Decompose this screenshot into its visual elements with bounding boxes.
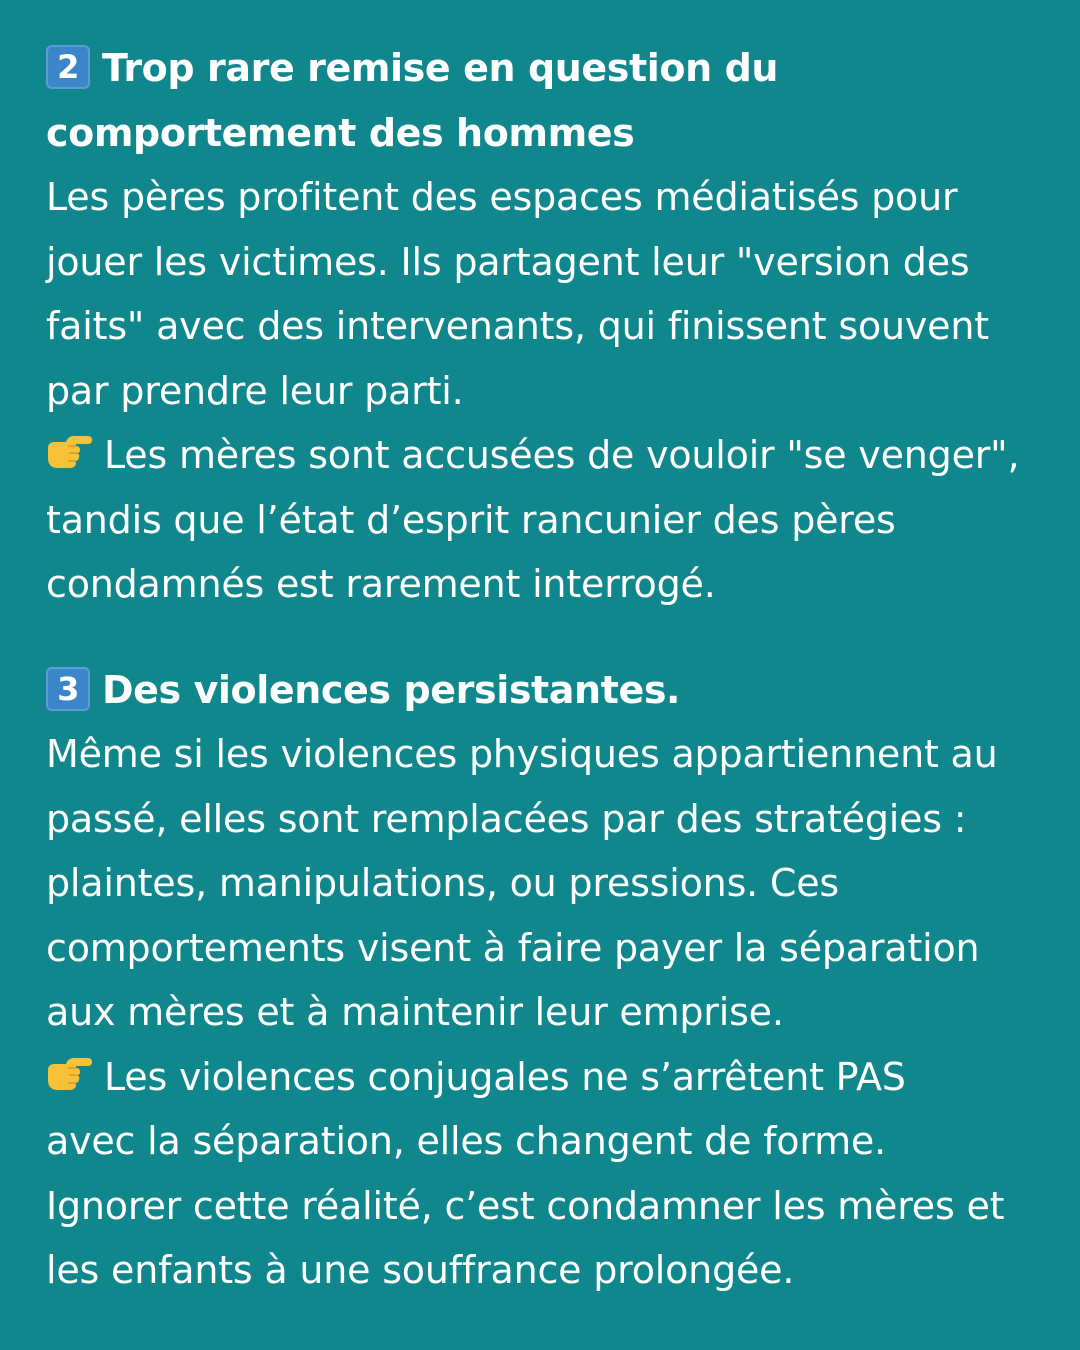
section-3: [46, 658, 1050, 1303]
section-3-pointer-line: [46, 1045, 1050, 1110]
backhand-pointing-right-icon: [46, 432, 92, 472]
section-2-body-line: faits" avec des intervenants, qui finissent souvent: [46, 304, 989, 348]
section-3-pointer-text: Les violences conjugales ne s’arrêtent PAS: [104, 1054, 906, 1099]
section-2-title-line-2: comportement des hommes: [46, 110, 635, 155]
keycap-2-icon: 2: [46, 45, 90, 89]
section-3-body-line: comportements visent à faire payer la séparation: [46, 925, 980, 970]
section-2-pointer-text: Les mères sont accusées de vouloir "se venger",: [104, 433, 1020, 477]
section-2-body-line: jouer les victimes. Ils partagent leur "version des: [46, 239, 970, 284]
section-3-body-line: Même si les violences physiques appartiennent au: [46, 732, 998, 776]
section-2-body-line: par prendre leur parti.: [46, 368, 464, 413]
section-3-body-line: passé, elles sont remplacées par des stratégies :: [46, 796, 967, 841]
keycap-3-icon: 3: [46, 667, 90, 711]
section-3-heading: [46, 658, 1050, 723]
section-2-pointer-line: condamnés est rarement interrogé.: [46, 562, 716, 606]
section-3-pointer-line: les enfants à une souffrance prolongée.: [46, 1248, 795, 1292]
section-2-body-line: Les pères profitent des espaces médiatisés pour: [46, 175, 958, 219]
section-2-pointer-line: tandis que l’état d’esprit rancunier des pères: [46, 497, 896, 542]
section-2-pointer-line: [46, 423, 1050, 488]
section-3-title: Des violences persistantes.: [102, 667, 681, 712]
section-2-title-line-1: Trop rare remise en question du: [102, 46, 779, 90]
section-3-pointer-line: avec la séparation, elles changent de forme.: [46, 1119, 886, 1163]
section-divider: [46, 617, 1050, 658]
section-3-body-line: plaintes, manipulations, ou pressions. Ces: [46, 861, 840, 905]
section-2-heading: [46, 36, 1050, 101]
backhand-pointing-right-icon: [46, 1054, 92, 1094]
section-2: [46, 36, 1050, 617]
section-3-body-line: aux mères et à maintenir leur emprise.: [46, 990, 784, 1034]
section-3-pointer-line: Ignorer cette réalité, c’est condamner les mères et: [46, 1183, 1005, 1228]
